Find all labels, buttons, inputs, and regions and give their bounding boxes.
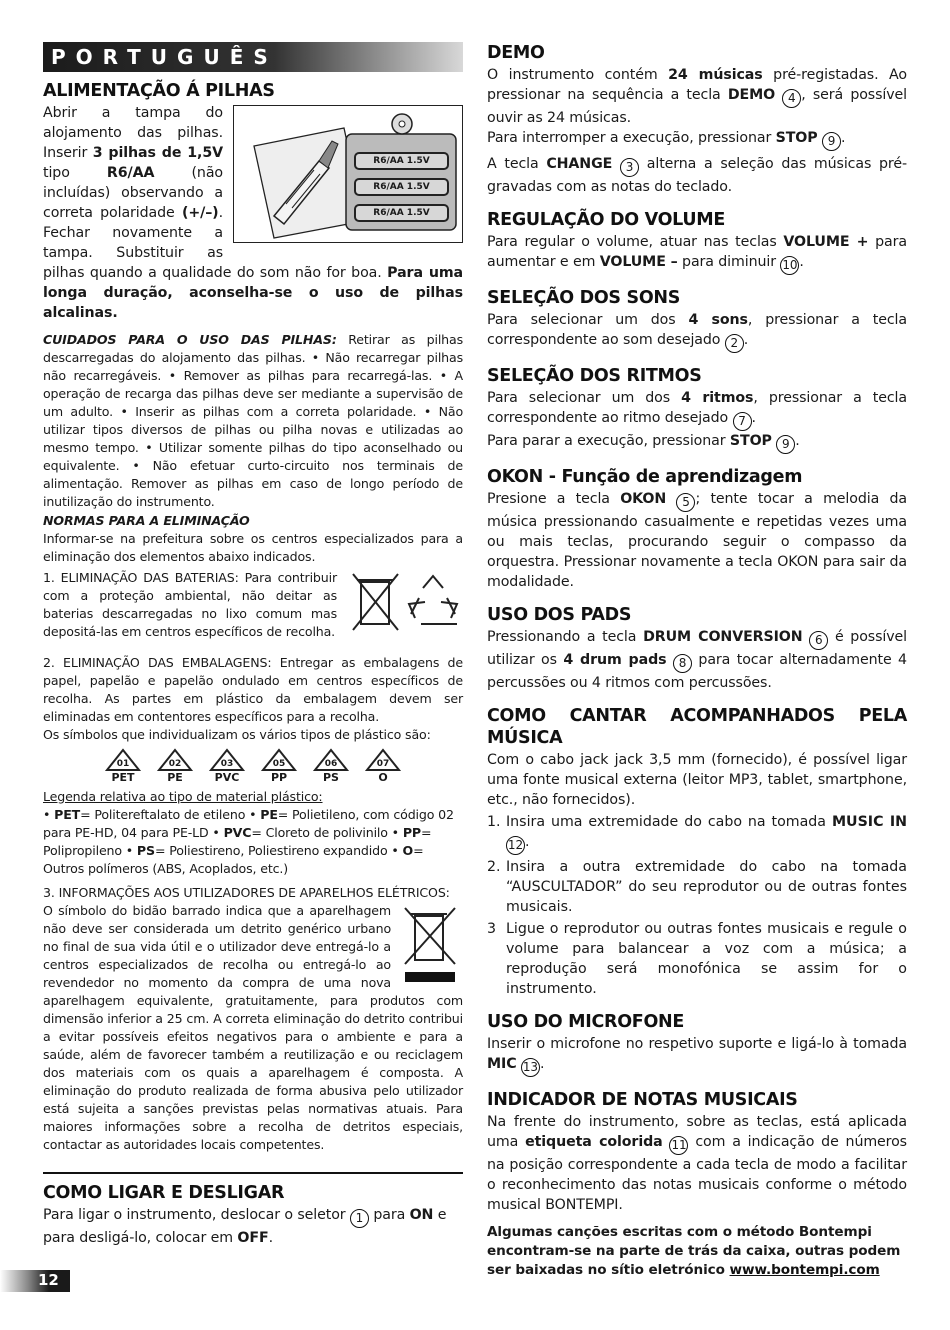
bontempi-link[interactable]: www.bontempi.com bbox=[729, 1262, 880, 1278]
weee-title: 3. INFORMAÇÕES AOS UTILIZADORES DE APARELHOS ELÉTRICOS: bbox=[43, 885, 450, 900]
batteries-section bbox=[43, 103, 463, 323]
notes-title: INDICADOR DE NOTAS MUSICAIS bbox=[487, 1090, 798, 1110]
notes-text: Na frente do instrumento, sobre as teclas, está aplicada uma etiqueta colorida 11 com a indicação de números na posição correspondente a cada tecla de modo a facilitar o reconhecimento das notas musicais conforme o método musical BONTEMPI. bbox=[487, 1114, 907, 1213]
left-column bbox=[43, 42, 463, 1248]
selector-number: 1 bbox=[350, 1209, 369, 1228]
weee-illustration bbox=[397, 904, 463, 990]
list-item: 1. Insira uma extremidade do cabo na tomada MUSIC IN 12 . bbox=[487, 812, 907, 855]
plastic-symbol: 05 PP bbox=[260, 748, 298, 784]
mic-text: Inserir o microfone no respetivo suporte e ligá-lo à tomada MIC 13 . bbox=[487, 1034, 907, 1077]
plastic-legend-title: Legenda relativa ao tipo de material plástico: bbox=[43, 789, 323, 804]
okon-text: Presione a tecla OKON 5 ; tente tocar a melodia da música pressionando casualmente e repetidas vezes uma ou mais teclas, procurando seguir o compasso da orquestra. Pressionar novamente a tecla OKON para sair da modalidade. bbox=[487, 491, 907, 590]
change-text: A tecla CHANGE 3 alterna a seleção das músicas pré-gravadas com as notas do teclado. bbox=[487, 156, 907, 195]
sing-steps bbox=[487, 812, 907, 999]
plastic-symbol: 06 PS bbox=[312, 748, 350, 784]
crossed-wheelie-bin-icon bbox=[397, 904, 463, 986]
demo-title: DEMO bbox=[487, 43, 545, 63]
plastic-legend: • PET= Politereftalato de etileno • PE= Polietileno, com código 02 para PE-HD, 04 para PE-LD • PVC= Cloreto de polivinilo • PP= Polipropileno • PS= Poliestireno, Poliestireno expandido • O= Outros polímeros (ABS, Acoplados, etc.) bbox=[43, 807, 454, 876]
right-column bbox=[487, 42, 907, 1280]
battery-compartment-illustration bbox=[233, 105, 463, 243]
list-item: 2. Insira a outra extremidade do cabo na tomada “AUSCULTADOR” do seu reprodutor ou de outras fontes musicais. bbox=[487, 859, 907, 915]
battery-cell-3: R6/AA 1.5V bbox=[354, 204, 449, 222]
pads-text: Pressionando a tecla DRUM CONVERSION 6 é possível utilizar os 4 drum pads 8 para tocar alternadamente 4 percussões ou 4 ritmos com percussões. bbox=[487, 629, 907, 691]
mic-title: USO DO MICROFONE bbox=[487, 1012, 685, 1032]
disposal-intro: Informar-se na prefeitura sobre os centros especializados para a eliminação dos elementos abaixo indicados. bbox=[43, 531, 463, 564]
packaging-disposal-text: 2. ELIMINAÇÃO DAS EMBALAGENS: Entregar as embalagens de papel, papelão e papelão ondulado em centros específicos de recolha. As partes em plástico da embalagem devem ser eliminadas em contentores específicos para a recolha. bbox=[43, 655, 464, 724]
page-number: 12 bbox=[38, 1271, 59, 1289]
batteries-title: ALIMENTAÇÃO Á PILHAS bbox=[43, 81, 275, 101]
battery-cell-2: R6/AA 1.5V bbox=[354, 178, 449, 196]
sounds-title: SELEÇÃO DOS SONS bbox=[487, 288, 681, 308]
volume-title: REGULAÇÃO DO VOLUME bbox=[487, 210, 726, 230]
weee-text: O símbolo do bidão barrado indica que a aparelhagem não deve ser considerada um detrito genérico urbano no final de sua vida útil e o utilizador deve entregá-lo a centros especializados de recolha ou entregá-lo ao revendedor no momento da compra de uma nova aparelhagem equivalente, gratuitamente, para produtos com dimensão inferior a 25 cm. A correta eliminação do detrito contribui a evitar possíveis efeitos negativos para o ambiente e para a saúde, além de favorecer também a reutilização e ou reciclagem dos materiais com os quais a aparelhagem é composta. A eliminação do produto realizada de forma abusiva pelo utilizador está sujeita a sanções previstas pelas normativas atuais. Para maiores informações sobre a recolha de detritos especiais, contactar as autoridades locais competentes. bbox=[43, 903, 463, 1152]
list-item: 3 Ligue o reprodutor ou outras fontes musicais e regule o volume para balancear a voz com a música; a reprodução será monofónica se assim for o instrumento. bbox=[487, 921, 907, 997]
onoff-title: COMO LIGAR E DESLIGAR bbox=[43, 1183, 285, 1203]
crossed-bin-recycle-icon bbox=[343, 568, 463, 648]
rhythms-text: Para selecionar um dos 4 ritmos, pressionar a tecla correspondente ao ritmo desejado 7 . Para parar a execução, pressionar STOP 9 . bbox=[487, 388, 907, 454]
sing-intro: Com o cabo jack jack 3,5 mm (fornecido), é possível ligar uma fonte musical externa (leitor MP3, tablet, smartphone, etc., não fornecidos). bbox=[487, 752, 907, 808]
disposal-title: NORMAS PARA A ELIMINAÇÃO bbox=[43, 513, 250, 528]
rhythms-title: SELEÇÃO DOS RITMOS bbox=[487, 366, 702, 386]
sounds-text: Para selecionar um dos 4 sons, pressionar a tecla correspondente ao som desejado 2 . bbox=[487, 310, 907, 353]
batteries-text: Abrir a tampa do alojamento das pilhas. Inserir 3 pilhas de 1,5V tipo R6/AA (não incluídas) observando a correta polaridade (+/–). Fechar novamente a tampa. Substituir as pilhas quando a qualidade do som não for boa. Para uma longa duração, aconselha-se o uso de pilhas alcalinas. bbox=[43, 105, 464, 321]
plastic-symbol: 02 PE bbox=[156, 748, 194, 784]
recycling-illustration bbox=[343, 568, 463, 652]
plastic-symbol: 01 PET bbox=[104, 748, 142, 784]
plastic-symbol: 03 PVC bbox=[208, 748, 246, 784]
batteries-disposal-text: 1. ELIMINAÇÃO DAS BATERIAS: Para contribuir com a proteção ambiental, não deitar as baterias descarregadas no lixo comum mas depositá-las em centros específicos de recolha. bbox=[43, 570, 337, 639]
plastic-symbols bbox=[43, 748, 463, 784]
plastic-symbol: 07 O bbox=[364, 748, 402, 784]
battery-care-text: CUIDADOS PARA O USO DAS PILHAS: Retirar as pilhas descarregadas do alojamento das pilhas. • Não recarregar pilhas não recarregáveis. • Remover as pilhas para recarregá-las. • A operação de recarga das pilhas deve ser mediante a supervisão de um adulto. • Inserir as pilhas com a correta polaridade. • Não utilizar tipos diversos de pilhas ou pilha novas e utilizadas ao mesmo tempo. • Utilizar somente pilhas do tipo aconselhado ou equivalente. • Não efetuar curto-circuito nos terminais de alimentação. Remover as pilhas em caso de longo período de inutilização do instrumento. bbox=[43, 332, 463, 509]
sing-title: COMO CANTAR ACOMPANHADOS PELA MÚSICA bbox=[487, 706, 907, 748]
plastic-symbols-intro: Os símbolos que individualizam os vários tipos de plástico são: bbox=[43, 727, 431, 742]
battery-cell-1: R6/AA 1.5V bbox=[354, 152, 449, 170]
language-title: PORTUGUÊS bbox=[43, 42, 463, 72]
demo-text: O instrumento contém 24 músicas pré-registadas. Ao pressionar na sequência a tecla DEMO 4 , será possível ouvir as 24 músicas. Para interromper a execução, pressionar STOP 9 . bbox=[487, 65, 907, 151]
okon-title: OKON - Função de aprendizagem bbox=[487, 467, 803, 487]
onoff-text: Para ligar o instrumento, deslocar o seletor 1 para ON e para desligá-lo, colocar em OFF. bbox=[43, 1207, 447, 1246]
page-number-badge bbox=[0, 1270, 70, 1292]
pads-title: USO DOS PADS bbox=[487, 605, 632, 625]
footer-note: Algumas canções escritas com o método Bontempi encontram-se na parte de trás da caixa, outras podem ser baixadas no sítio eletrónico www.bontempi.com bbox=[487, 1224, 901, 1278]
section-divider bbox=[43, 1172, 463, 1174]
volume-text: Para regular o volume, atuar nas teclas VOLUME + para aumentar e em VOLUME – para diminuir 10 . bbox=[487, 232, 907, 275]
